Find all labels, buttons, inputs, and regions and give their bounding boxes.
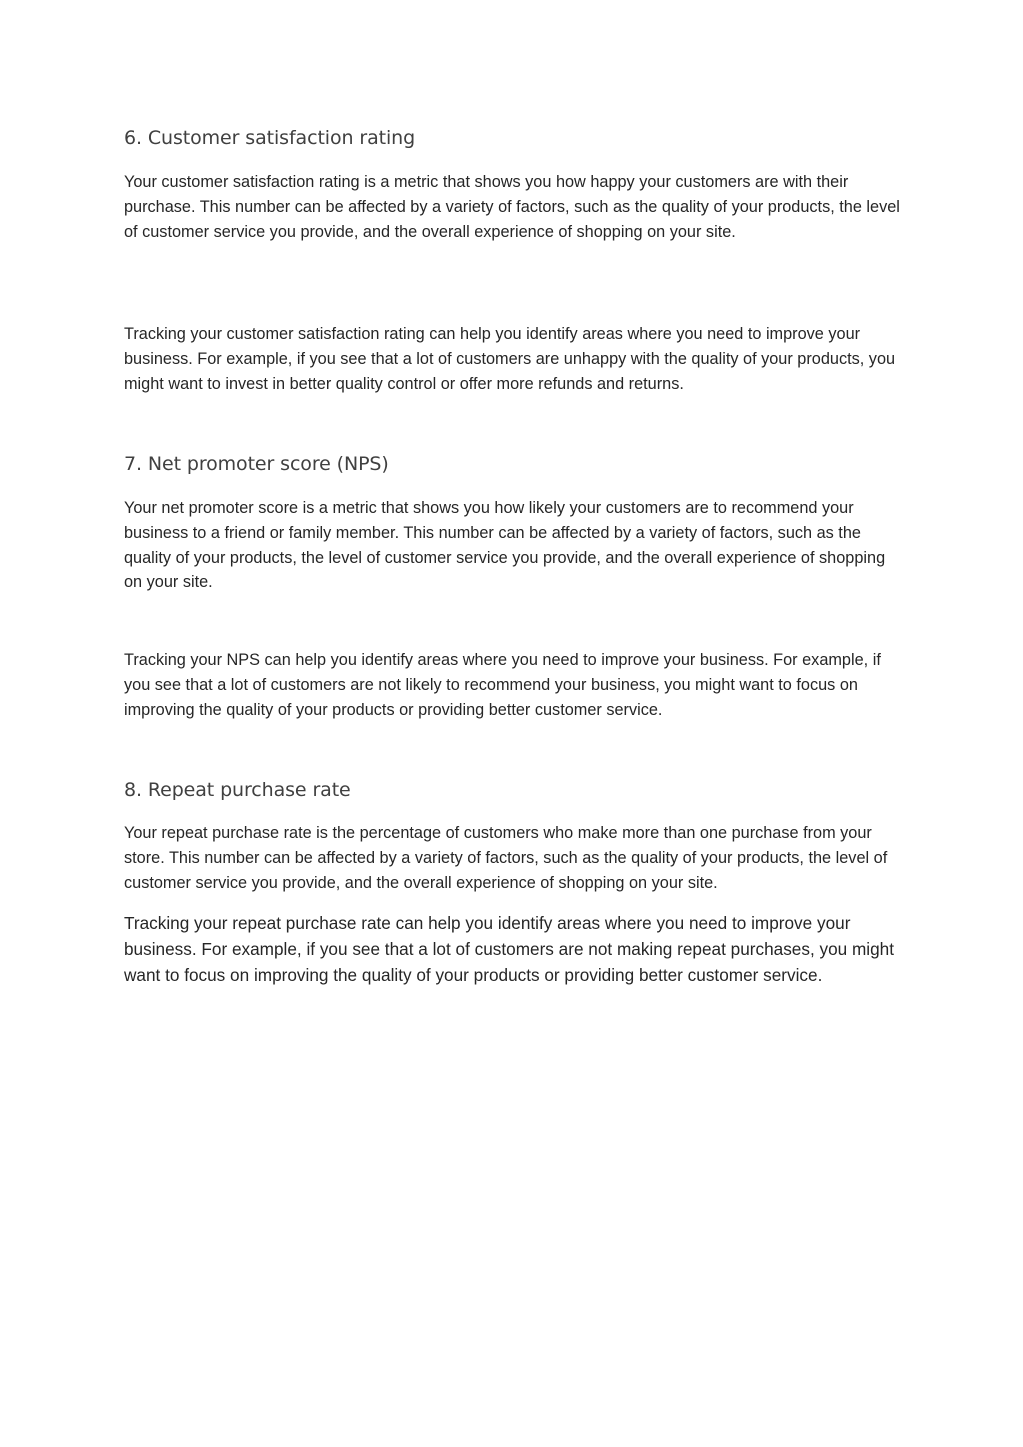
paragraph: Your net promoter score is a metric that shows you how likely your customers are to recommend your business to a friend or family member. This number can be affected by a variety of factors, such as the quality of your products, the level of customer service you provide, and the overall experience of shopping on your site. [124,499,886,592]
section-heading-repeat-purchase-rate: 8. Repeat purchase rate [124,779,351,801]
paragraph: Your repeat purchase rate is the percentage of customers who make more than one purchase from your store. This number can be affected by a variety of factors, such as the quality of your products, the level of customer service you provide, and the overall experience of shopping on your site. [124,824,888,892]
section-heading-net-promoter-score: 7. Net promoter score (NPS) [124,453,389,475]
paragraph: Tracking your customer satisfaction rating can help you identify areas where you need to improve your business. For example, if you see that a lot of customers are unhappy with the quality of your products, you might want to invest in better quality control or offer more refunds and returns. [124,325,896,393]
paragraph: Tracking your repeat purchase rate can help you identify areas where you need to improve your business. For example, if you see that a lot of customers are not making repeat purchases, you might want to focus on improving the quality of your products or providing better customer service. [124,913,895,985]
section-heading-customer-satisfaction: 6. Customer satisfaction rating [124,127,416,149]
paragraph: Your customer satisfaction rating is a metric that shows you how happy your customers are with their purchase. This number can be affected by a variety of factors, such as the quality of your products, the level of customer service you provide, and the overall experience of shopping on your site. [124,173,900,241]
paragraph: Tracking your NPS can help you identify areas where you need to improve your business. For example, if you see that a lot of customers are not likely to recommend your business, you might want to focus on improving the quality of your products or providing better customer service. [124,651,881,719]
